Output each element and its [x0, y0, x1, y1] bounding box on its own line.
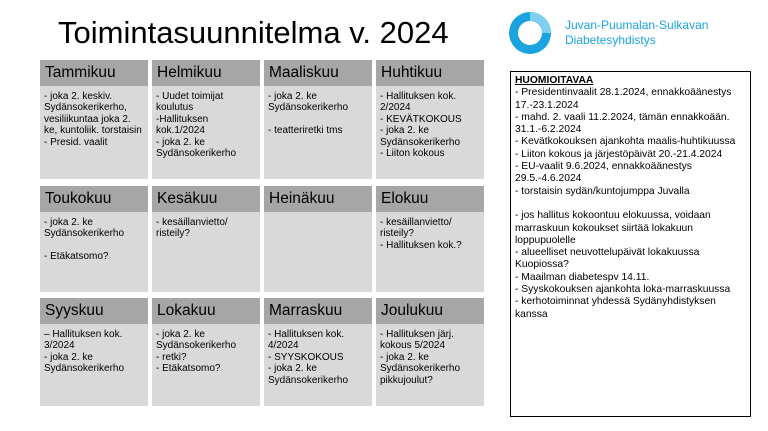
month-cell-helmikuu [152, 60, 260, 179]
month-header: Tammikuu [40, 60, 148, 86]
organization-name-line1: Juvan-Puumalan-Sulkavan [565, 18, 709, 32]
month-activities: – Hallituksen kok. 3/2024 - joka 2. ke Sydänsokerikerho [40, 324, 148, 406]
month-activities: - joka 2. ke Sydänsokerikerho - teatteriretki tms [264, 86, 372, 179]
month-activities: - joka 2. ke Sydänsokerikerho - Etäkatsomo? [40, 212, 148, 292]
organization-name [565, 18, 708, 48]
month-activities: - Hallituksen järj. kokous 5/2024 - joka 2. ke Sydänsokerikerho pikkujoulut? [376, 324, 484, 406]
month-header: Maaliskuu [264, 60, 372, 86]
month-cell-elokuu [376, 186, 484, 292]
organization-logo [505, 6, 765, 60]
month-header: Heinäkuu [264, 186, 372, 212]
month-header: Helmikuu [152, 60, 260, 86]
month-activities: - kesäillanvietto/ risteily? - Hallituksen kok.? [376, 212, 484, 292]
month-activities: - Hallituksen kok. 4/2024 - SYYSKOKOUS - joka 2. ke Sydänsokerikerho [264, 324, 372, 406]
month-header: Elokuu [376, 186, 484, 212]
month-cell-maaliskuu [264, 60, 372, 179]
month-cell-toukokuu [40, 186, 148, 292]
month-header: Syyskuu [40, 298, 148, 324]
month-cell-heinakuu [264, 186, 372, 292]
notes-heading: HUOMIOITAVAA [515, 75, 594, 86]
month-activities [264, 212, 372, 292]
notes-box [510, 71, 751, 417]
month-cell-joulukuu [376, 298, 484, 406]
month-activities: - joka 2. keskiv. Sydänsokerikerho, vesiliikuntaa joka 2. ke, kuntoliik. torstaisin - Presid. vaalit [40, 86, 148, 179]
month-cell-tammikuu [40, 60, 148, 179]
month-cell-lokakuu [152, 298, 260, 406]
month-cell-syyskuu [40, 298, 148, 406]
month-header: Lokakuu [152, 298, 260, 324]
month-header: Huhtikuu [376, 60, 484, 86]
month-activities: - Hallituksen kok. 2/2024 - KEVÄTKOKOUS - joka 2. ke Sydänsokerikerho - Liiton kokous [376, 86, 484, 179]
month-header: Toukokuu [40, 186, 148, 212]
organization-name-line2: Diabetesyhdistys [565, 33, 656, 47]
month-header: Kesäkuu [152, 186, 260, 212]
month-header: Joulukuu [376, 298, 484, 324]
month-cell-huhtikuu [376, 60, 484, 179]
month-cell-marraskuu [264, 298, 372, 406]
month-activities: - Uudet toimijat koulutus -Hallituksen kok.1/2024 - joka 2. ke Sydänsokerikerho [152, 86, 260, 179]
notes-text: - Presidentinvaalit 28.1.2024, ennakkoäänestys 17.-23.1.2024 - mahd. 2. vaali 11.2.2024, tämän ennakkoään. 31.1.-6.2.2024 - Kevätkokouksen ajankohta maalis-huhtikuussa - Liiton kokous ja järjestöpäivät 20.-21.4.2024 - EU-vaalit 9.6.2024, ennakkoäänestys 29.5.-4.6.2024 - torstaisin sydän/kuntojumppa Juvalla - jos hallitus kokoontuu elokuussa, voidaan marraskuun kokoukset siirtää lokakuun loppupuolelle - alueelliset neuvottelupäivät lokakuussa Kuopiossa? - Maailman diabetespv 14.11. - Syyskokouksen ajankohta loka-marraskuussa - kerhotoiminnat yhdessä Sydänyhdistyksen kanssa [515, 87, 736, 320]
diabetes-ring-icon [505, 8, 555, 58]
month-header: Marraskuu [264, 298, 372, 324]
page-title: Toimintasuunnitelma v. 2024 [58, 15, 449, 50]
month-cell-kesakuu [152, 186, 260, 292]
month-activities: - kesäillanvietto/ risteily? [152, 212, 260, 292]
month-activities: - joka 2. ke Sydänsokerikerho - retki? - Etäkatsomo? [152, 324, 260, 406]
